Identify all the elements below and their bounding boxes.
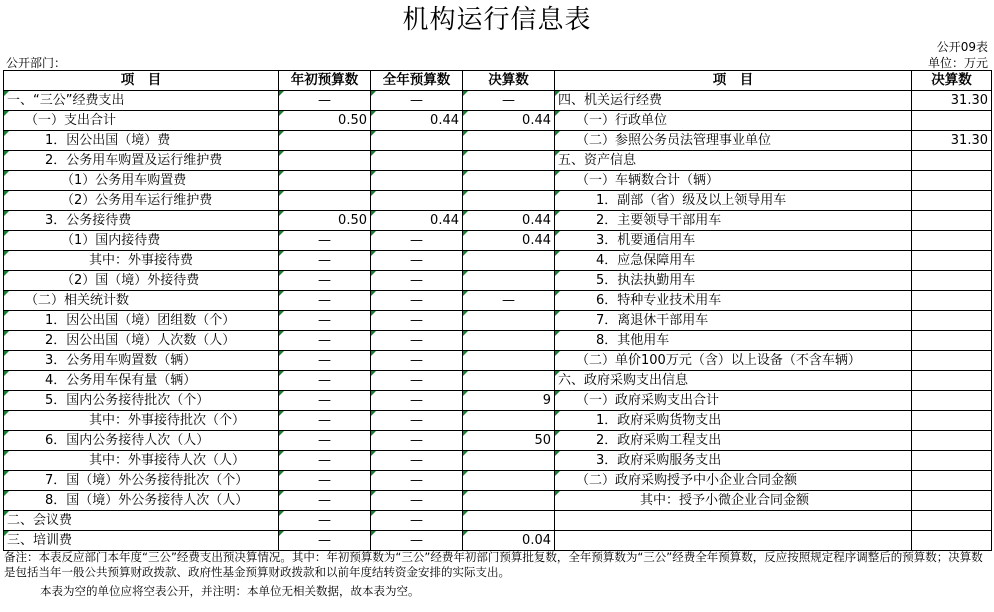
row-item-right: （一）行政单位 <box>555 111 912 131</box>
table-row <box>4 231 992 251</box>
row-item-left: （2）公务用车运行维护费 <box>4 191 279 211</box>
table-row <box>4 211 992 231</box>
row-item-right: 四、机关运行经费 <box>555 91 912 111</box>
department-label: 公开部门： <box>6 56 67 70</box>
row-final-left: 9 <box>463 391 555 411</box>
table-row <box>4 111 992 131</box>
row-initial-budget: — <box>279 271 371 291</box>
notes <box>4 550 992 599</box>
row-initial-budget: — <box>279 251 371 271</box>
header-initial-budget: 年初预算数 <box>279 71 371 91</box>
row-item-left: 4．公务用车保有量（辆） <box>4 371 279 391</box>
row-annual-budget: — <box>371 371 463 391</box>
row-initial-budget: — <box>279 451 371 471</box>
row-final-left <box>463 411 555 431</box>
row-item-right: 3．机要通信用车 <box>555 231 912 251</box>
row-item-left: （一）支出合计 <box>4 111 279 131</box>
table-row <box>4 431 992 451</box>
row-final-left <box>463 451 555 471</box>
row-final-right <box>912 331 992 351</box>
row-final-right: 31.30 <box>912 91 992 111</box>
row-initial-budget: — <box>279 411 371 431</box>
row-item-right: 2．主要领导干部用车 <box>555 211 912 231</box>
row-initial-budget: — <box>279 471 371 491</box>
header-item-left: 项 目 <box>4 71 279 91</box>
row-final-right <box>912 291 992 311</box>
row-final-right <box>912 511 992 531</box>
row-annual-budget <box>371 171 463 191</box>
row-item-right: 1．副部（省）级及以上领导用车 <box>555 191 912 211</box>
table-row <box>4 511 992 531</box>
row-item-right: （二）参照公务员法管理事业单位 <box>555 131 912 151</box>
row-annual-budget: — <box>371 351 463 371</box>
header-item-right: 项 目 <box>555 71 912 91</box>
row-annual-budget: 0.44 <box>371 111 463 131</box>
row-initial-budget <box>279 171 371 191</box>
row-initial-budget: — <box>279 351 371 371</box>
table-row <box>4 451 992 471</box>
row-final-right <box>912 271 992 291</box>
note-main: 备注：本表反应部门本年度“三公”经费支出预决算情况。其中：年初预算数为“三公”经费年初部门预算批复数，全年预算数为“三公”经费全年预算数，反应按照规定程序调整后的预算数；决算数是包括当年一般公共预算财政拨款、政府性基金预算财政拨款和以前年度结转资金安排的实际支出。 <box>4 550 983 579</box>
row-item-left: 5．国内公务接待批次（个） <box>4 391 279 411</box>
row-item-right: 5．执法执勤用车 <box>555 271 912 291</box>
form-code: 公开09表 <box>936 40 988 54</box>
row-item-right: （一）车辆数合计（辆） <box>555 171 912 191</box>
row-item-left: （1）公务用车购置费 <box>4 171 279 191</box>
row-item-left: 3．公务用车购置数（辆） <box>4 351 279 371</box>
row-item-right: 3．政府采购服务支出 <box>555 451 912 471</box>
table-row <box>4 171 992 191</box>
header-annual-budget: 全年预算数 <box>371 71 463 91</box>
row-final-left <box>463 191 555 211</box>
row-annual-budget: — <box>371 491 463 511</box>
row-final-right <box>912 431 992 451</box>
row-item-left: 1．因公出国（境）费 <box>4 131 279 151</box>
row-final-right <box>912 491 992 511</box>
table-row <box>4 411 992 431</box>
table-row <box>4 311 992 331</box>
row-final-left <box>463 131 555 151</box>
row-annual-budget <box>371 151 463 171</box>
row-annual-budget: — <box>371 311 463 331</box>
row-initial-budget: 0.50 <box>279 211 371 231</box>
row-item-right: 7．离退休干部用车 <box>555 311 912 331</box>
row-final-left <box>463 151 555 171</box>
row-initial-budget: — <box>279 491 371 511</box>
row-item-left: 1．因公出国（境）团组数（个） <box>4 311 279 331</box>
table-row <box>4 471 992 491</box>
header-final-right: 决算数 <box>912 71 992 91</box>
row-annual-budget: — <box>371 251 463 271</box>
row-item-left: （2）国（境）外接待费 <box>4 271 279 291</box>
row-initial-budget: — <box>279 291 371 311</box>
row-initial-budget: — <box>279 391 371 411</box>
row-final-right <box>912 371 992 391</box>
row-annual-budget: — <box>371 391 463 411</box>
row-final-right <box>912 471 992 491</box>
row-final-left <box>463 271 555 291</box>
row-final-left <box>463 251 555 271</box>
header-row <box>4 71 992 91</box>
row-initial-budget <box>279 191 371 211</box>
row-final-right <box>912 191 992 211</box>
row-annual-budget: — <box>371 531 463 551</box>
row-annual-budget: — <box>371 91 463 111</box>
table-row <box>4 331 992 351</box>
row-item-left: 8．国（境）外公务接待人次（人） <box>4 491 279 511</box>
row-final-right <box>912 231 992 251</box>
row-item-right: 6．特种专业技术用车 <box>555 291 912 311</box>
row-annual-budget: — <box>371 231 463 251</box>
row-item-right: 六、政府采购支出信息 <box>555 371 912 391</box>
row-final-right <box>912 171 992 191</box>
row-annual-budget <box>371 131 463 151</box>
row-final-left: 0.44 <box>463 111 555 131</box>
row-initial-budget: — <box>279 331 371 351</box>
row-final-left <box>463 491 555 511</box>
row-item-left: （1）国内接待费 <box>4 231 279 251</box>
row-item-right: （一）政府采购支出合计 <box>555 391 912 411</box>
table-row <box>4 91 992 111</box>
row-item-right: 其中：授予小微企业合同金额 <box>555 491 912 511</box>
row-item-left: 其中：外事接待费 <box>4 251 279 271</box>
table-row <box>4 251 992 271</box>
table-row <box>4 391 992 411</box>
row-item-right: （二）单价100万元（含）以上设备（不含车辆） <box>555 351 912 371</box>
row-final-left <box>463 171 555 191</box>
row-final-left <box>463 511 555 531</box>
row-annual-budget: — <box>371 451 463 471</box>
row-final-right <box>912 391 992 411</box>
row-initial-budget: — <box>279 431 371 451</box>
row-final-left <box>463 311 555 331</box>
row-final-right <box>912 351 992 371</box>
row-final-right <box>912 251 992 271</box>
row-item-left: 一、“三公”经费支出 <box>4 91 279 111</box>
row-final-right <box>912 311 992 331</box>
row-item-right: 8．其他用车 <box>555 331 912 351</box>
page-title: 机构运行信息表 <box>402 5 592 35</box>
row-initial-budget <box>279 151 371 171</box>
row-item-left: 3．公务接待费 <box>4 211 279 231</box>
header-final-left: 决算数 <box>463 71 555 91</box>
row-annual-budget: — <box>371 291 463 311</box>
row-final-right <box>912 111 992 131</box>
row-item-right: 2．政府采购工程支出 <box>555 431 912 451</box>
row-annual-budget: — <box>371 331 463 351</box>
row-final-left: 50 <box>463 431 555 451</box>
row-final-right <box>912 531 992 551</box>
row-final-left: 0.04 <box>463 531 555 551</box>
row-annual-budget: — <box>371 271 463 291</box>
table-row <box>4 191 992 211</box>
row-final-right: 31.30 <box>912 131 992 151</box>
row-item-left: 其中：外事接待批次（个） <box>4 411 279 431</box>
table-row <box>4 531 992 551</box>
row-initial-budget: 0.50 <box>279 111 371 131</box>
info-table <box>3 70 992 551</box>
table-row <box>4 131 992 151</box>
row-final-right <box>912 451 992 471</box>
row-annual-budget: — <box>371 411 463 431</box>
row-final-left: 0.44 <box>463 231 555 251</box>
table-row <box>4 291 992 311</box>
row-item-right: （二）政府采购授予中小企业合同金额 <box>555 471 912 491</box>
row-initial-budget: — <box>279 511 371 531</box>
row-item-left: （二）相关统计数 <box>4 291 279 311</box>
row-initial-budget <box>279 131 371 151</box>
row-final-left: — <box>463 291 555 311</box>
unit-label: 单位：万元 <box>927 56 988 70</box>
row-final-right <box>912 151 992 171</box>
row-final-left <box>463 371 555 391</box>
note-empty-table: 本表为空的单位应将空表公开，并注明：本单位无相关数据，故本表为空。 <box>40 584 420 598</box>
table-row <box>4 271 992 291</box>
row-item-left: 2．公务用车购置及运行维护费 <box>4 151 279 171</box>
row-annual-budget: — <box>371 471 463 491</box>
row-item-left: 二、会议费 <box>4 511 279 531</box>
row-final-right <box>912 211 992 231</box>
row-final-left <box>463 331 555 351</box>
row-annual-budget <box>371 191 463 211</box>
row-item-right <box>555 511 912 531</box>
table-row <box>4 491 992 511</box>
row-item-left: 其中：外事接待人次（人） <box>4 451 279 471</box>
row-item-left: 6．国内公务接待人次（人） <box>4 431 279 451</box>
table-row <box>4 371 992 391</box>
row-initial-budget: — <box>279 531 371 551</box>
row-item-right <box>555 531 912 551</box>
row-final-left: 0.44 <box>463 211 555 231</box>
row-final-right <box>912 411 992 431</box>
row-item-left: 三、培训费 <box>4 531 279 551</box>
row-item-right: 1．政府采购货物支出 <box>555 411 912 431</box>
table-row <box>4 151 992 171</box>
row-initial-budget: — <box>279 371 371 391</box>
row-final-left <box>463 351 555 371</box>
row-item-left: 7．国（境）外公务接待批次（个） <box>4 471 279 491</box>
row-item-left: 2．因公出国（境）人次数（人） <box>4 331 279 351</box>
row-annual-budget: 0.44 <box>371 211 463 231</box>
row-item-right: 五、资产信息 <box>555 151 912 171</box>
row-item-right: 4．应急保障用车 <box>555 251 912 271</box>
row-annual-budget: — <box>371 511 463 531</box>
row-initial-budget: — <box>279 91 371 111</box>
row-initial-budget: — <box>279 231 371 251</box>
row-final-left: — <box>463 91 555 111</box>
row-annual-budget: — <box>371 431 463 451</box>
table-row <box>4 351 992 371</box>
row-final-left <box>463 471 555 491</box>
row-initial-budget: — <box>279 311 371 331</box>
